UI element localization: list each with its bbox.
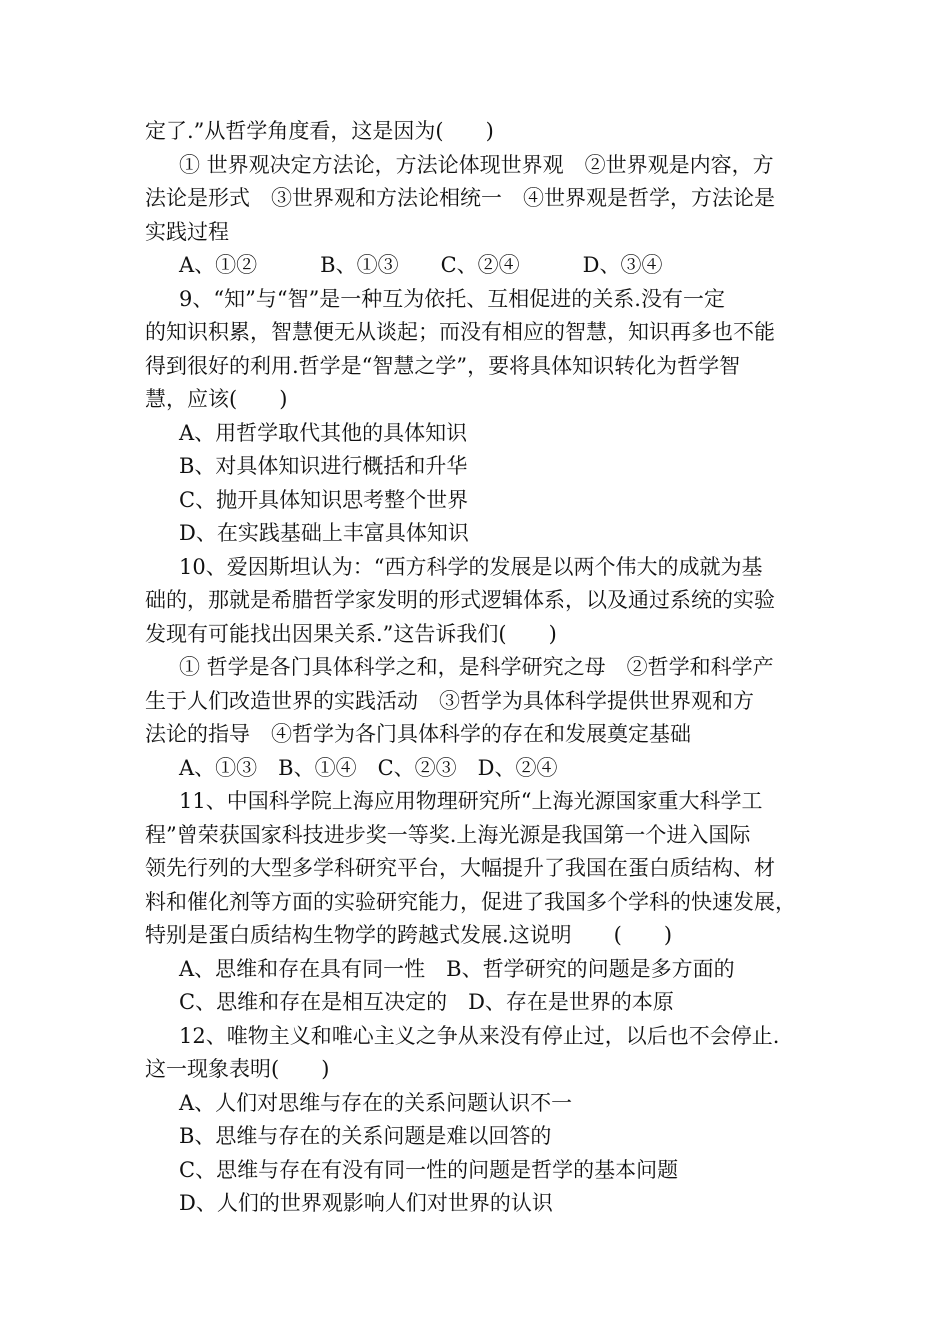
text-line: 慧，应该( ) (145, 387, 288, 411)
text-line: 法论的指导 ④哲学为各门具体科学的存在和发展奠定基础 (145, 722, 691, 746)
question-12-stem: 12、唯物主义和唯心主义之争从来没有停止过，以后也不会停止. (179, 1023, 780, 1048)
option-c: C、思维与存在有没有同一性的问题是哲学的基本问题 (179, 1157, 679, 1182)
text-line: 的知识积累，智慧便无从谈起；而没有相应的智慧，知识再多也不能 (145, 320, 775, 344)
option-a: A、人们对思维与存在的关系问题认识不一 (179, 1090, 573, 1115)
option-b: B、对具体知识进行概括和升华 (179, 454, 468, 478)
option-b: B、思维与存在的关系问题是难以回答的 (179, 1124, 552, 1148)
text-line: 生于人们改造世界的实践活动 ③哲学为具体科学提供世界观和方 (145, 688, 754, 713)
option-d: D、人们的世界观影响人们对世界的认识 (179, 1191, 553, 1215)
question-10-stem: 10、爱因斯坦认为：“西方科学的发展是以两个伟大的成就为基 (179, 554, 763, 579)
option-c: C、抛开具体知识思考整个世界 (179, 487, 469, 512)
text-line: 得到很好的利用.哲学是“智慧之学”，要将具体知识转化为哲学智 (145, 353, 741, 378)
text-line: ① 世界观决定方法论，方法论体现世界观 ②世界观是内容，方 (179, 152, 774, 177)
text-line: 发现有可能找出因果关系.”这告诉我们( ) (145, 621, 557, 646)
option-d: D、在实践基础上丰富具体知识 (179, 521, 469, 545)
answer-options: C、思维和存在是相互决定的 D、存在是世界的本原 (179, 990, 674, 1014)
text-line: 实践过程 (145, 219, 229, 244)
answer-options: A、①② B、①③ C、②④ D、③④ (179, 253, 663, 277)
question-9-stem: 9、“知”与“智”是一种互为依托、互相促进的关系.没有一定 (179, 286, 725, 311)
text-line: 定了.”从哲学角度看，这是因为( ) (145, 119, 494, 143)
question-text (145, 115, 825, 1221)
text-line: 料和催化剂等方面的实验研究能力，促进了我国多个学科的快速发展， (145, 889, 796, 914)
text-line: 础的，那就是希腊哲学家发明的形式逻辑体系，以及通过系统的实验 (145, 588, 775, 612)
text-line: 领先行列的大型多学科研究平台，大幅提升了我国在蛋白质结构、材 (145, 856, 775, 880)
text-line: 这一现象表明( ) (145, 1057, 330, 1081)
option-a: A、用哲学取代其他的具体知识 (179, 420, 468, 445)
question-11-stem: 11、中国科学院上海应用物理研究所“上海光源国家重大科学工 (179, 789, 763, 813)
answer-options: A、①③ B、①④ C、②③ D、②④ (179, 755, 558, 780)
text-line: ① 哲学是各门具体科学之和，是科学研究之母 ②哲学和科学产 (179, 655, 774, 679)
text-line: 程”曾荣获国家科技进步奖一等奖.上海光源是我国第一个进入国际 (145, 822, 751, 847)
text-line: 法论是形式 ③世界观和方法论相统一 ④世界观是哲学，方法论是 (145, 186, 775, 210)
answer-options: A、思维和存在具有同一性 B、哲学研究的问题是多方面的 (179, 956, 735, 981)
text-line: 特别是蛋白质结构生物学的跨越式发展.这说明 ( ) (145, 923, 673, 947)
